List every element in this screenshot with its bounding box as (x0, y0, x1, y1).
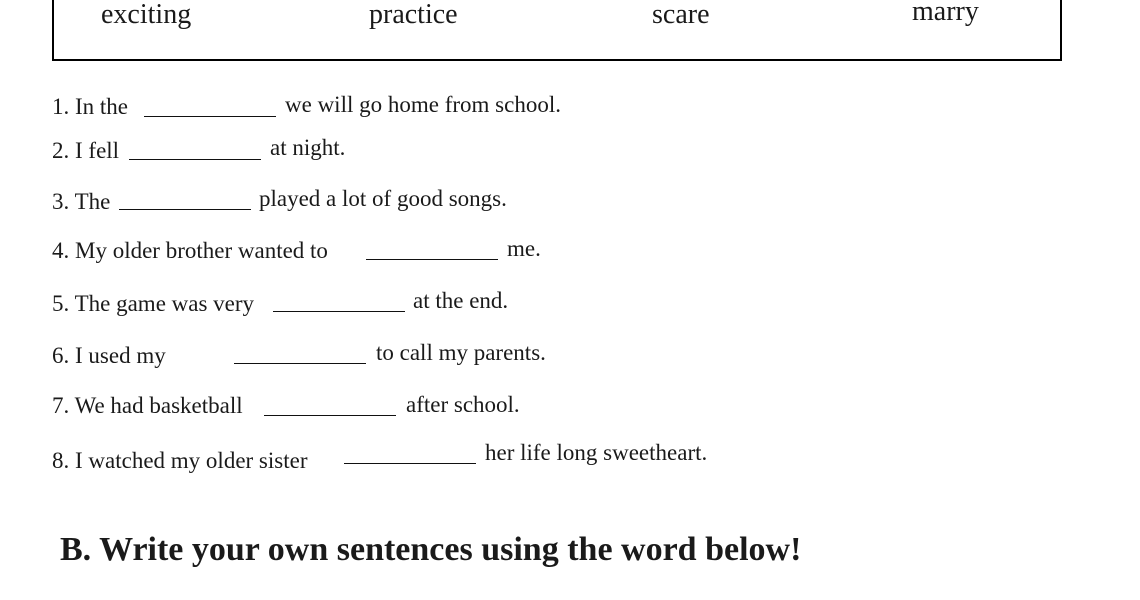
sentence-4-before: 4. My older brother wanted to (52, 238, 328, 263)
section-b-heading: B. Write your own sentences using the word below! (60, 531, 802, 568)
sentence-8-before: 8. I watched my older sister (52, 448, 308, 473)
word-bank-box (52, 0, 1062, 61)
sentence-5-blank[interactable] (273, 311, 405, 312)
sentence-3-blank[interactable] (119, 209, 251, 210)
word-bank-item: marry (912, 0, 979, 27)
sentence-7-after: after school. (406, 392, 520, 417)
sentence-8-after: her life long sweetheart. (485, 440, 708, 465)
sentence-2-before: 2. I fell (52, 138, 120, 163)
word-bank-item: exciting (101, 0, 192, 30)
sentence-4-after: me. (507, 236, 541, 261)
word-bank-item: scare (652, 0, 710, 30)
sentence-2-after: at night. (270, 135, 346, 160)
sentence-5-before: 5. The game was very (52, 291, 255, 316)
word-bank-item: practice (369, 0, 458, 30)
sentence-7-before: 7. We had basketball (52, 393, 243, 418)
sentence-7-blank[interactable] (264, 415, 396, 416)
sentence-1-blank[interactable] (144, 116, 276, 117)
sentence-3-before: 3. The (52, 189, 111, 214)
sentence-1-after: we will go home from school. (285, 92, 561, 117)
sentence-5-after: at the end. (413, 288, 509, 313)
sentence-3-after: played a lot of good songs. (259, 186, 507, 211)
sentence-4-blank[interactable] (366, 259, 498, 260)
sentence-1-before: 1. In the (52, 94, 129, 119)
sentence-6-after: to call my parents. (376, 340, 546, 365)
sentence-8-blank[interactable] (344, 463, 476, 464)
sentence-6-blank[interactable] (234, 363, 366, 364)
sentence-2-blank[interactable] (129, 159, 261, 160)
sentence-6-before: 6. I used my (52, 343, 166, 368)
